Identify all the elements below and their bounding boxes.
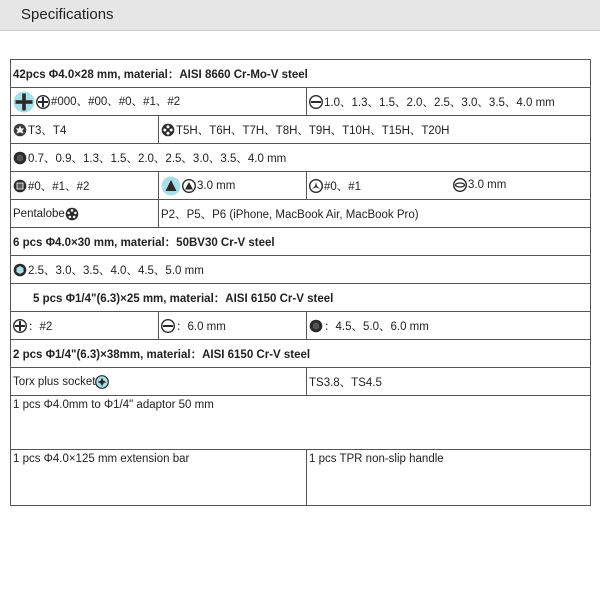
phillips-icon bbox=[13, 319, 27, 333]
hex-large-sizes: 2.5、3.0、3.5、4.0、4.5、5.0 mm bbox=[28, 264, 204, 277]
slotted-icon bbox=[161, 319, 175, 333]
table-row bbox=[11, 88, 591, 116]
torx-sizes: T3、T4 bbox=[28, 124, 67, 137]
hex-icon bbox=[13, 151, 27, 165]
hex-sizes: 0.7、0.9、1.3、1.5、2.0、2.5、3.0、3.5、4.0 mm bbox=[28, 152, 287, 165]
table-row bbox=[11, 172, 591, 200]
section-header bbox=[0, 0, 600, 31]
square-sizes: #0、#1、#2 bbox=[28, 180, 90, 193]
group-title-6pcs: 6 pcs Φ4.0×30 mm, material：50BV30 Cr-V steel bbox=[11, 228, 591, 256]
hex-large-cell bbox=[11, 256, 591, 284]
hex-quarter-sizes: ：4.5、5.0、6.0 mm bbox=[324, 320, 429, 333]
hex-quarter-cell bbox=[307, 312, 591, 340]
hex-cell bbox=[11, 144, 591, 172]
group-title-5pcs: 5 pcs Φ1/4"(6.3)×25 mm, material：AISI 6150 Cr-V steel bbox=[11, 284, 591, 312]
slotted-quarter-size: ：6.0 mm bbox=[176, 320, 226, 333]
phillips-quarter-size: ：#2 bbox=[28, 320, 53, 333]
slotted-sizes: 1.0、1.3、1.5、2.0、2.5、3.0、3.5、4.0 mm bbox=[324, 96, 555, 109]
torx-security-cell bbox=[159, 116, 591, 144]
slotted-cell bbox=[307, 88, 591, 116]
torx-plus-cell bbox=[11, 368, 307, 396]
torx-plus-label: Torx plus socket bbox=[13, 375, 96, 388]
slotted-quarter-cell bbox=[159, 312, 307, 340]
oval-size: 3.0 mm bbox=[468, 179, 507, 192]
square-cell bbox=[11, 172, 159, 200]
extension-cell: 1 pcs Φ4.0×125 mm extension bar bbox=[11, 450, 307, 506]
triangle-cell bbox=[159, 172, 307, 200]
specifications-table bbox=[10, 59, 591, 506]
table-row bbox=[11, 200, 591, 228]
pentalobe-cell bbox=[11, 200, 159, 228]
table-row bbox=[11, 312, 591, 340]
tri-wing-icon bbox=[309, 179, 323, 193]
table-row bbox=[11, 228, 591, 256]
hex-icon bbox=[309, 319, 323, 333]
table-row bbox=[11, 256, 591, 284]
torx-security-sizes: T5H、T6H、T7H、T8H、T9H、T10H、T15H、T20H bbox=[176, 124, 450, 137]
phillips-quarter-cell bbox=[11, 312, 159, 340]
table-row bbox=[11, 284, 591, 312]
hex-socket-icon bbox=[13, 263, 27, 277]
slotted-icon bbox=[309, 95, 323, 109]
pentalobe-values-cell: P2、P5、P6 (iPhone, MacBook Air, MacBook Pro) bbox=[159, 200, 591, 228]
torx-security-icon bbox=[161, 123, 175, 137]
triangle-large-icon bbox=[161, 176, 181, 196]
table-row bbox=[11, 60, 591, 88]
handle-cell: 1 pcs TPR non-slip handle bbox=[307, 450, 591, 506]
table-row bbox=[11, 450, 591, 506]
phillips-icon bbox=[36, 95, 50, 109]
table-row bbox=[11, 368, 591, 396]
group-title-42pcs: 42pcs Φ4.0×28 mm, material：AISI 8660 Cr-Mo-V steel bbox=[11, 60, 591, 88]
table-row bbox=[11, 116, 591, 144]
torx-cell bbox=[11, 116, 159, 144]
square-icon bbox=[13, 179, 27, 193]
table-row bbox=[11, 396, 591, 450]
table-row bbox=[11, 144, 591, 172]
phillips-cell bbox=[11, 88, 307, 116]
adaptor-cell: 1 pcs Φ4.0mm to Φ1/4" adaptor 50 mm bbox=[11, 396, 591, 450]
group-title-2pcs: 2 pcs Φ1/4"(6.3)×38mm, material：AISI 6150 Cr-V steel bbox=[11, 340, 591, 368]
phillips-sizes: #000、#00、#0、#1、#2 bbox=[51, 95, 181, 108]
triangle-size: 3.0 mm bbox=[197, 179, 236, 192]
oval-group bbox=[453, 178, 506, 192]
section-title: Specifications bbox=[21, 6, 114, 23]
torx-plus-icon bbox=[95, 375, 109, 389]
torx-icon bbox=[13, 123, 27, 137]
torx-plus-values: TS3.8、TS4.5 bbox=[307, 368, 591, 396]
oval-icon bbox=[453, 178, 467, 192]
triwing-oval-cell bbox=[307, 172, 591, 200]
pentalobe-label: Pentalobe bbox=[13, 207, 65, 220]
triangle-icon bbox=[182, 179, 196, 193]
phillips-large-icon bbox=[13, 91, 35, 113]
pentalobe-icon bbox=[65, 207, 79, 221]
tri-wing-sizes: #0、#1 bbox=[324, 180, 362, 193]
table-row bbox=[11, 340, 591, 368]
